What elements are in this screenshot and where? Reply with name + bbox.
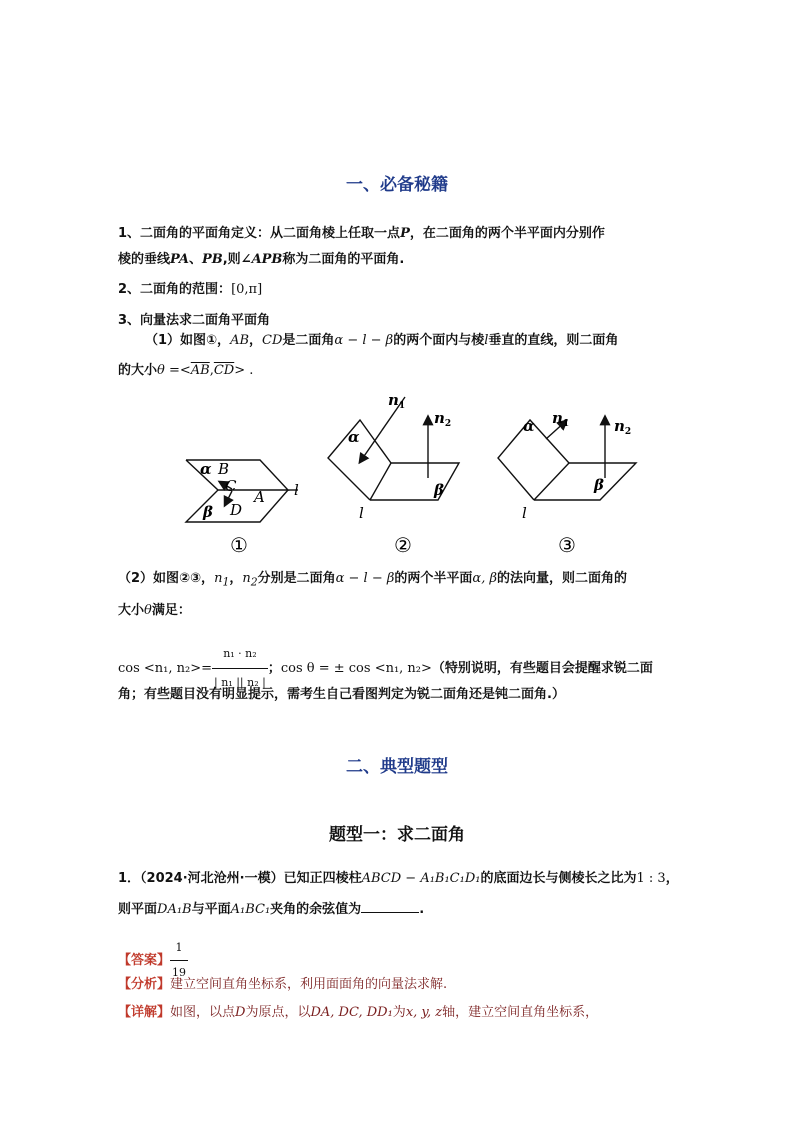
method2-text-5: 大小 (118, 603, 145, 618)
edge-l: l (484, 333, 489, 348)
item-number: 2、 (118, 282, 141, 297)
vector-ab: $\overline{AB}$ (190, 363, 210, 378)
fig3-normal-n1: $n_1$ (552, 409, 570, 429)
fig3-edge-l: l (522, 504, 527, 522)
question-text-2: 则平面 (118, 902, 158, 917)
fig1-edge-l: l (294, 481, 299, 499)
cos-theta-formula: cos θ = ± cos <n₁, n₂> (280, 661, 432, 676)
cos-formula-lhs: cos <n₁, n₂>= (118, 661, 213, 676)
definition-text: 二面角的平面角定义：从二面角棱上任取一点 (140, 226, 401, 241)
line-pb: PB (201, 252, 223, 267)
method2-text: （2）如图②③， (118, 571, 215, 586)
fig2-normal-n2: $n_2$ (434, 409, 452, 429)
point-p: P (400, 226, 410, 241)
fig2-edge-l: l (359, 504, 364, 522)
vector-method-heading (118, 312, 270, 330)
separator: ； (267, 661, 281, 676)
answer-denominator: 19 (172, 966, 187, 979)
item-number: 1、 (118, 226, 141, 241)
fig2-alpha: α (348, 428, 360, 446)
period: . (419, 902, 425, 917)
fig3-normal-n2: $n_2$ (614, 417, 632, 437)
line-pa: PA (170, 252, 189, 267)
section-title-1: 一、必备秘籍 (346, 175, 448, 195)
method2-line-1 (118, 570, 627, 592)
analysis-line (118, 976, 447, 994)
theta-equals: θ =< (157, 363, 191, 378)
figure-label-1: ① (230, 533, 248, 557)
vector-n2: $n_2$ (242, 571, 258, 589)
detail-tag: 【详解】 (118, 1005, 171, 1020)
planes-alpha-beta: α, β (472, 571, 497, 586)
comma: ， (665, 871, 679, 886)
close-bracket: > . (234, 363, 254, 378)
definition-text-5: 称为二面角的平面角. (282, 252, 405, 267)
separator: 、 (188, 252, 202, 267)
comma: ， (229, 571, 243, 586)
method2-text-6: 满足： (151, 603, 191, 618)
method1-line-2: 的大小$\theta =<\overline{AB},\overline{CD}>$ . (118, 363, 254, 378)
special-note: （特别说明，有些题目会提醒求锐二面 (431, 661, 653, 676)
question-1-line-2 (118, 900, 424, 919)
dihedral-notation: α − l − β (334, 333, 394, 348)
vector-n1: $n_1$ (214, 571, 230, 589)
type1-title: 题型一：求二面角 (329, 825, 465, 845)
answer-numerator: 1 (170, 936, 188, 961)
question-number: 1． (118, 871, 141, 886)
plane-a1bc1: A₁BC₁ (230, 902, 271, 917)
fig1-point-c: C (225, 477, 237, 495)
dihedral-notation-2: α − l − β (335, 571, 395, 586)
fig2-beta: β (434, 481, 444, 499)
fig1-beta: β (203, 503, 213, 521)
method2-text-3: 的两个半平面 (394, 571, 473, 586)
answer-blank[interactable] (361, 900, 419, 913)
prism-name: ABCD − A₁B₁C₁D₁ (361, 871, 481, 886)
figure-label-2: ② (394, 533, 412, 557)
item-number: 3、 (118, 313, 141, 328)
method1-text-5: 的大小 (118, 363, 158, 378)
range-text: 二面角的范围： (140, 282, 232, 297)
section-title-2: 二、典型题型 (346, 757, 448, 777)
detail-line (118, 1004, 598, 1022)
fig1-point-d: D (230, 501, 243, 519)
fig2-normal-n1: $n_1$ (388, 391, 406, 411)
analysis-tag: 【分析】 (118, 977, 171, 992)
fig1-point-a: A (254, 488, 265, 506)
figure-label-3: ③ (558, 533, 576, 557)
range-line (118, 281, 262, 299)
question-text: 的底面边长与侧棱长之比为 (480, 871, 637, 886)
special-note-line-2: 角；有些题目没有明显提示，需考生自己看图判定为锐二面角还是钝二面角.） (118, 687, 565, 702)
definition-line-2 (118, 251, 404, 269)
method1-text-2: 是二面角 (282, 333, 335, 348)
vector-cd: $\overline{CD}$ (213, 363, 235, 378)
detail-text: 如图，以点 (170, 1005, 236, 1020)
line-cd: CD (262, 333, 283, 348)
question-source: （2024·河北沧州·一模）已知正四棱柱 (140, 871, 362, 886)
question-1-line-1 (118, 870, 679, 888)
analysis-text: 建立空间直角坐标系，利用面面角的向量法求解. (170, 977, 448, 992)
question-text-3: 与平面 (191, 902, 231, 917)
question-text-4: 夹角的余弦值为 (270, 902, 362, 917)
definition-line-1 (118, 225, 605, 243)
comma: ， (249, 333, 263, 348)
method1-text-4: 垂直的直线，则二面角 (488, 333, 619, 348)
detail-text-3: 为 (392, 1005, 406, 1020)
method2-line-2 (118, 602, 191, 620)
axes-xyz: x, y, z (405, 1005, 443, 1020)
fig1-point-b: B (218, 460, 230, 478)
range-value: [0,π] (231, 282, 263, 297)
answer-tag: 【答案】 (118, 953, 171, 968)
ratio: 1 : 3 (636, 871, 666, 886)
plane-da1b: DA₁B (157, 902, 192, 917)
origin-d: D (235, 1005, 246, 1020)
line-ab: AB (230, 333, 250, 348)
method1-line-1 (145, 332, 618, 350)
method2-text-4: 的法向量，则二面角的 (496, 571, 627, 586)
method1-text: （1）如图①， (145, 333, 231, 348)
fig3-alpha: α (523, 417, 535, 435)
detail-text-2: 为原点，以 (245, 1005, 311, 1020)
fraction-denominator: | n₁ || n₂ | (214, 676, 266, 689)
angle-apb: ∠APB (240, 252, 283, 267)
definition-text-2: ，在二面角的两个半平面内分别作 (409, 226, 605, 241)
dihedral-figures (170, 385, 660, 560)
vector-method-text: 向量法求二面角平面角 (140, 313, 271, 328)
definition-text-4: ,则 (222, 252, 241, 267)
fig1-alpha: α (200, 460, 212, 478)
method2-text-2: 分别是二面角 (257, 571, 336, 586)
theta: θ (144, 603, 152, 618)
detail-text-4: 轴，建立空间直角坐标系， (442, 1005, 599, 1020)
fraction-numerator: n₁ · n₂ (212, 640, 268, 669)
fig3-beta: β (594, 476, 604, 494)
axes-vectors: DA, DC, DD₁ (310, 1005, 393, 1020)
method1-text-3: 的两个面内与棱 (393, 333, 485, 348)
definition-text-3: 棱的垂线 (118, 252, 171, 267)
